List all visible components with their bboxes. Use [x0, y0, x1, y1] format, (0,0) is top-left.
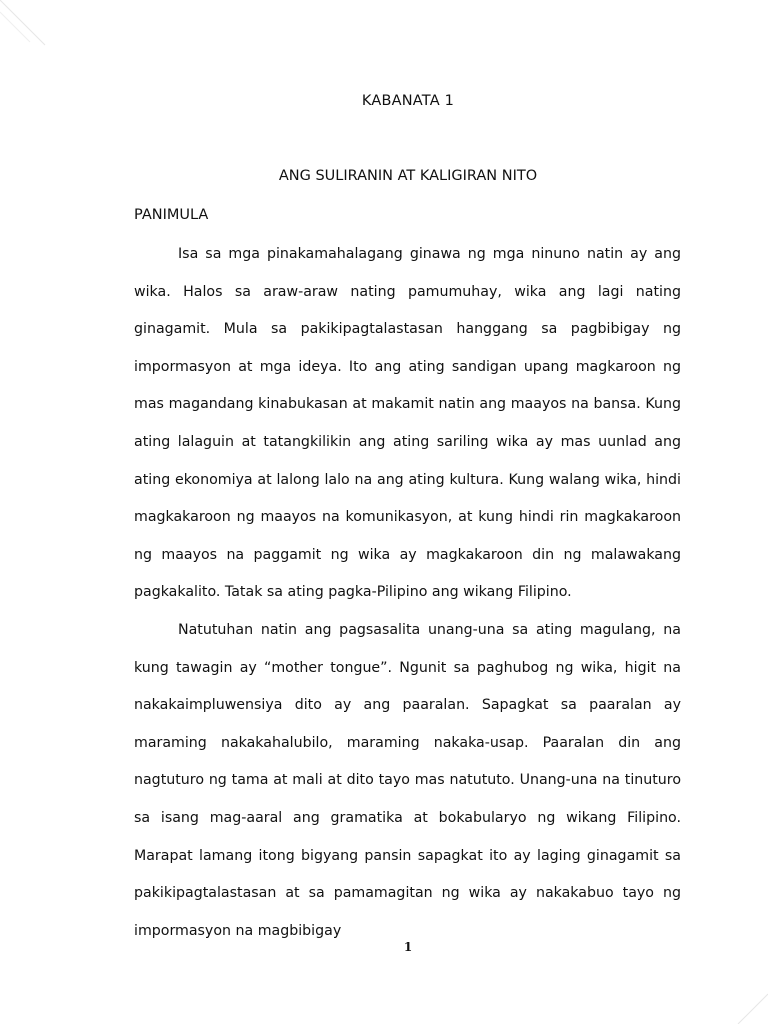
- body-text: [134, 236, 681, 950]
- paragraph: Isa sa mga pinakamahalagang ginawa ng mga ninuno natin ay ang wika. Halos sa araw-araw nating pamumuhay, wika ang lagi nating ginagamit. Mula sa pakikipagtalastasan hanggang sa pagbibigay ng impormasyon at mga ideya. Ito ang ating sandigan upang magkaroon ng mas magandang kinabukasan at makamit natin ang maayos na bansa. Kung ating lalaguin at tatangkilikin ang ating sariling wika ay mas uunlad ang ating ekonomiya at lalong lalo na ang ating kultura. Kung walang wika, hindi magkakaroon ng maayos na komunikasyon, at kung hindi rin magkakaroon ng maayos na paggamit ng wika ay magkakaroon din ng malawakang pagkakalito. Tatak sa ating pagka-Pilipino ang wikang Filipino.: [134, 246, 681, 601]
- page-corner-mark-icon: [718, 974, 768, 1024]
- paragraph: Natutuhan natin ang pagsasalita unang-una sa ating magulang, na kung tawagin ay “mother tongue”. Ngunit sa paghubog ng wika, higit na nakakaimpluwensiya dito ay ang paaralan. Sapagkat sa paaralan ay maraming nakakahalubilo, maraming nakaka-usap. Paaralan din ang nagtuturo ng tama at mali at dito tayo mas natututo. Unang-una na tinuturo sa isang mag-aaral ang gramatika at bokabularyo ng wikang Filipino. Marapat lamang itong bigyang pansin sapagkat ito ay laging ginagamit sa pakikipagtalastasan at sa pamamagitan ng wika ay nakakabuo tayo ng impormasyon na magbibigay: [134, 621, 681, 939]
- section-heading: PANIMULA: [134, 207, 209, 223]
- page-number: 1: [403, 940, 413, 954]
- chapter-title: ANG SULIRANIN AT KALIGIRAN NITO: [278, 168, 538, 184]
- chapter-heading: KABANATA 1: [361, 93, 455, 109]
- page-corner-fold-icon: [0, 0, 60, 60]
